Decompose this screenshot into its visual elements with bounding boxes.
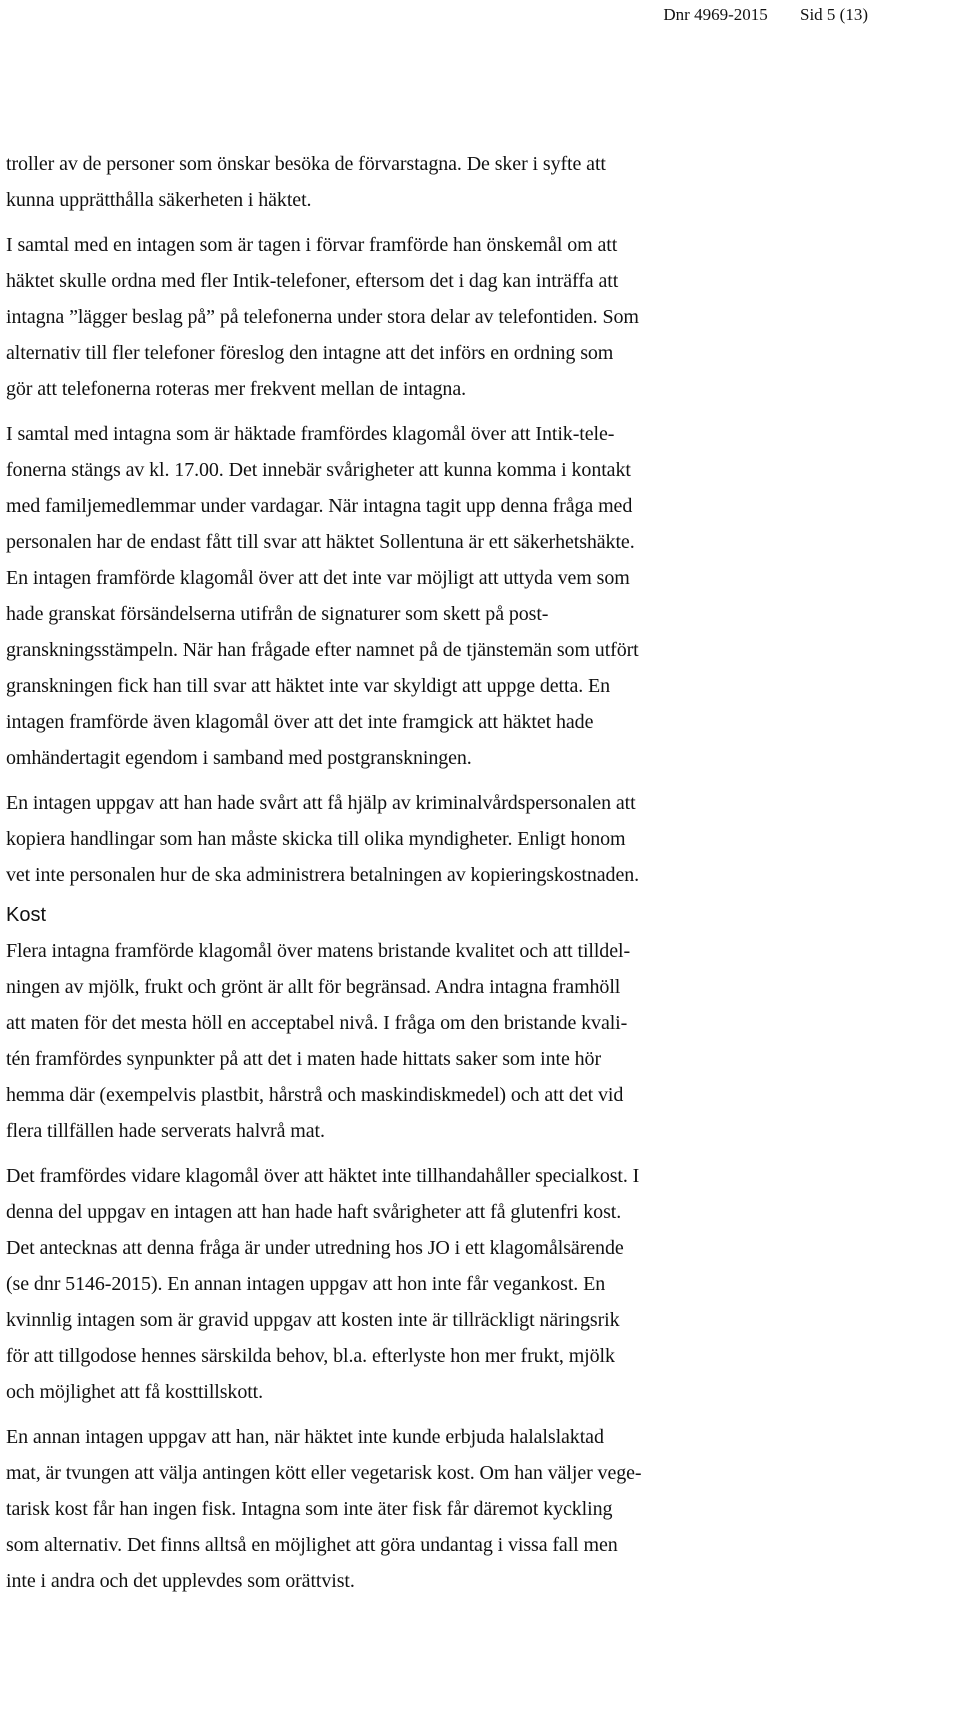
text-line: I samtal med en intagen som är tagen i förvar framförde han önskemål om att bbox=[6, 234, 618, 256]
paragraph bbox=[6, 416, 836, 776]
text-line: denna del uppgav en intagen att han hade haft svårigheter att få glutenfri kost. bbox=[6, 1201, 622, 1223]
text-line: alternativ till fler telefoner föreslog den intagne att det införs en ordning som bbox=[6, 342, 614, 364]
text-line: (se dnr 5146-2015). En annan intagen uppgav att hon inte får vegankost. En bbox=[6, 1273, 606, 1295]
text-line: flera tillfällen hade serverats halvrå mat. bbox=[6, 1120, 325, 1142]
paragraph bbox=[6, 1158, 836, 1410]
text-line: Det antecknas att denna fråga är under utredning hos JO i ett klagomålsärende bbox=[6, 1237, 624, 1259]
text-line: hemma där (exempelvis plastbit, hårstrå och maskindiskmedel) och att det vid bbox=[6, 1084, 624, 1106]
text-line: med familjemedlemmar under vardagar. När intagna tagit upp denna fråga med bbox=[6, 495, 633, 517]
text-line: I samtal med intagna som är häktade framfördes klagomål över att Intik-tele- bbox=[6, 423, 615, 445]
text-line: personalen har de endast fått till svar att häktet Sollentuna är ett säkerhetshäkte. bbox=[6, 531, 635, 553]
text-line: omhändertagit egendom i samband med postgranskningen. bbox=[6, 747, 472, 769]
text-line: Flera intagna framförde klagomål över matens bristande kvalitet och att tilldel- bbox=[6, 940, 631, 962]
text-line: granskningen fick han till svar att häktet inte var skyldigt att uppge detta. En bbox=[6, 675, 611, 697]
text-line: intagen framförde även klagomål över att det inte framgick att häktet hade bbox=[6, 711, 594, 733]
text-line: En intagen framförde klagomål över att det inte var möjligt att uttyda vem som bbox=[6, 567, 630, 589]
text-line: tarisk kost får han ingen fisk. Intagna som inte äter fisk får däremot kyckling bbox=[6, 1498, 613, 1520]
paragraph bbox=[6, 785, 836, 893]
case-number: Dnr 4969-2015 bbox=[663, 5, 768, 24]
text-line: tén framfördes synpunkter på att det i maten hade hittats saker som inte hör bbox=[6, 1048, 601, 1070]
paragraph bbox=[6, 227, 836, 407]
text-line: ningen av mjölk, frukt och grönt är allt för begränsad. Andra intagna framhöll bbox=[6, 976, 621, 998]
text-line: granskningsstämpeln. När han frågade efter namnet på de tjänstemän som utfört bbox=[6, 639, 639, 661]
document-body bbox=[6, 146, 836, 1599]
paragraph bbox=[6, 933, 836, 1149]
text-line: troller av de personer som önskar besöka de förvarstagna. De sker i syfte att bbox=[6, 153, 606, 175]
page-number: Sid 5 (13) bbox=[800, 5, 868, 24]
text-line: inte i andra och det upplevdes som orättvist. bbox=[6, 1570, 355, 1592]
section-heading: Kost bbox=[6, 904, 47, 926]
text-line: kopiera handlingar som han måste skicka till olika myndigheter. Enligt honom bbox=[6, 828, 626, 850]
text-line: En intagen uppgav att han hade svårt att få hjälp av kriminalvårdspersonalen att bbox=[6, 792, 636, 814]
text-line: hade granskat försändelserna utifrån de signaturer som skett på post- bbox=[6, 603, 549, 625]
text-line: kunna upprätthålla säkerheten i häktet. bbox=[6, 189, 312, 211]
text-line: att maten för det mesta höll en acceptabel nivå. I fråga om den bristande kvali- bbox=[6, 1012, 628, 1034]
paragraph bbox=[6, 1419, 836, 1599]
page-header bbox=[663, 4, 868, 26]
text-line: häktet skulle ordna med fler Intik-telefoner, eftersom det i dag kan inträffa att bbox=[6, 270, 619, 292]
text-line: Det framfördes vidare klagomål över att häktet inte tillhandahåller specialkost. I bbox=[6, 1165, 640, 1187]
text-line: som alternativ. Det finns alltså en möjlighet att göra undantag i vissa fall men bbox=[6, 1534, 618, 1556]
text-line: mat, är tvungen att välja antingen kött eller vegetarisk kost. Om han väljer vege- bbox=[6, 1462, 642, 1484]
text-line: kvinnlig intagen som är gravid uppgav att kosten inte är tillräckligt näringsrik bbox=[6, 1309, 620, 1331]
text-line: En annan intagen uppgav att han, när häktet inte kunde erbjuda halalslaktad bbox=[6, 1426, 604, 1448]
text-line: vet inte personalen hur de ska administrera betalningen av kopieringskostnaden. bbox=[6, 864, 640, 886]
text-line: gör att telefonerna roteras mer frekvent mellan de intagna. bbox=[6, 378, 466, 400]
text-line: och möjlighet att få kosttillskott. bbox=[6, 1381, 264, 1403]
paragraph bbox=[6, 146, 836, 218]
text-line: fonerna stängs av kl. 17.00. Det innebär svårigheter att kunna komma i kontakt bbox=[6, 459, 631, 481]
text-line: intagna ”lägger beslag på” på telefonerna under stora delar av telefontiden. Som bbox=[6, 306, 639, 328]
text-line: för att tillgodose hennes särskilda behov, bl.a. efterlyste hon mer frukt, mjölk bbox=[6, 1345, 615, 1367]
